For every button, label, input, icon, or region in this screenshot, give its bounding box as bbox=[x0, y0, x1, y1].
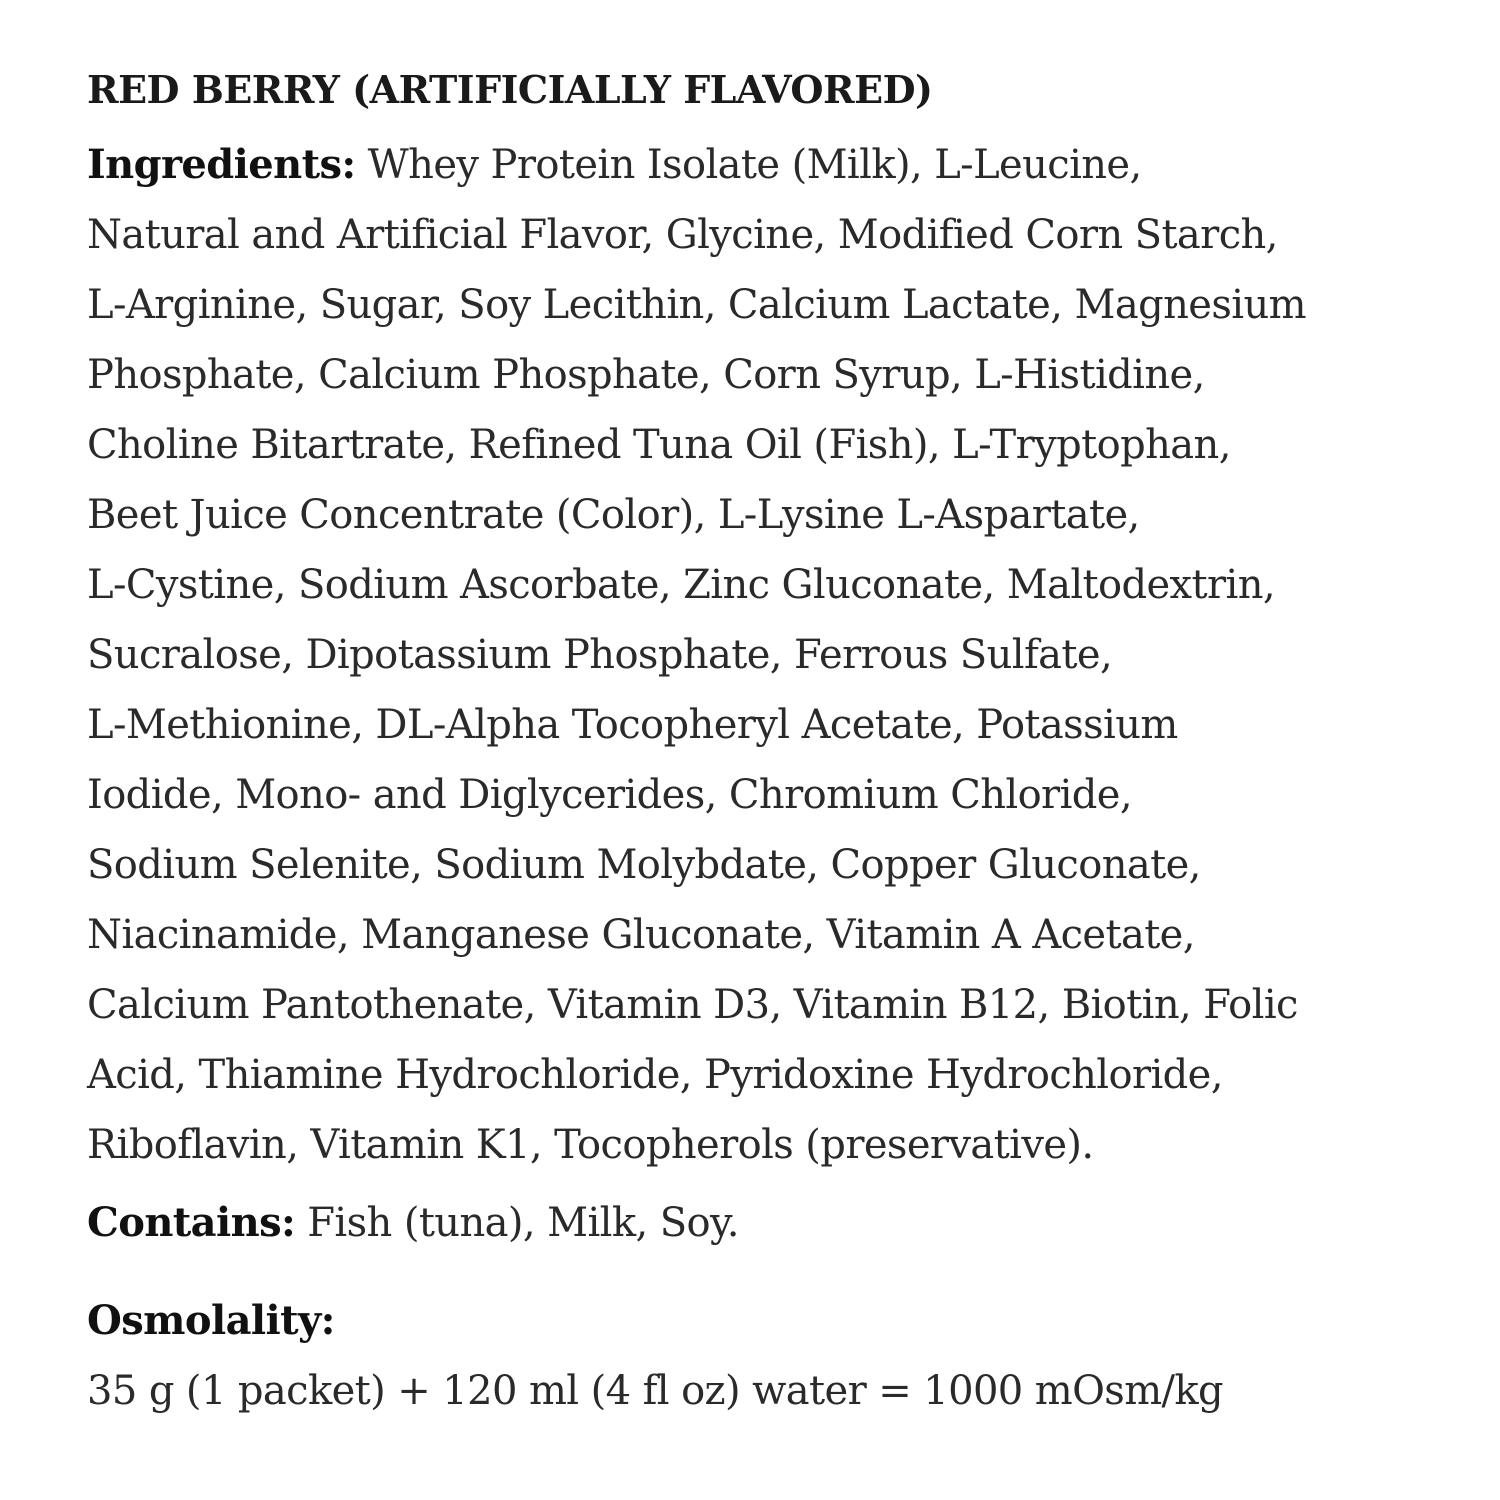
ingredients-line: Acid, Thiamine Hydrochloride, Pyridoxine Hydrochloride, bbox=[87, 1052, 1223, 1098]
ingredients-line: Riboflavin, Vitamin K1, Tocopherols (preservative). bbox=[87, 1122, 1094, 1168]
ingredients-line: Phosphate, Calcium Phosphate, Corn Syrup, L-Histidine, bbox=[87, 352, 1205, 398]
osmolality-value: 35 g (1 packet) + 120 ml (4 fl oz) water = 1000 mOsm/kg bbox=[87, 1368, 1224, 1414]
ingredients-line: Sucralose, Dipotassium Phosphate, Ferrous Sulfate, bbox=[87, 632, 1113, 678]
ingredients-block bbox=[87, 130, 1427, 1180]
ingredients-line: L-Methionine, DL-Alpha Tocopheryl Acetate, Potassium bbox=[87, 702, 1178, 748]
ingredients-line: Niacinamide, Manganese Gluconate, Vitamin A Acetate, bbox=[87, 912, 1195, 958]
contains-heading: Contains: bbox=[87, 1199, 296, 1246]
ingredients-line: Natural and Artificial Flavor, Glycine, Modified Corn Starch, bbox=[87, 212, 1278, 258]
ingredients-line: Beet Juice Concentrate (Color), L-Lysine L-Aspartate, bbox=[87, 492, 1140, 538]
osmolality-heading: Osmolality: bbox=[87, 1297, 335, 1344]
contains-text: Fish (tuna), Milk, Soy. bbox=[295, 1200, 739, 1246]
ingredients-line: Calcium Pantothenate, Vitamin D3, Vitamin B12, Biotin, Folic bbox=[87, 982, 1298, 1028]
ingredients-line bbox=[87, 130, 1427, 200]
ingredient-label bbox=[87, 60, 1427, 1426]
ingredients-text: Whey Protein Isolate (Milk), L-Leucine, bbox=[355, 142, 1142, 188]
ingredients-line: L-Cystine, Sodium Ascorbate, Zinc Gluconate, Maltodextrin, bbox=[87, 562, 1275, 608]
ingredients-line: Sodium Selenite, Sodium Molybdate, Copper Gluconate, bbox=[87, 842, 1201, 888]
ingredients-line: L-Arginine, Sugar, Soy Lecithin, Calcium Lactate, Magnesium bbox=[87, 282, 1306, 328]
contains-block bbox=[87, 1188, 1427, 1258]
flavor-title: RED BERRY (ARTIFICIALLY FLAVORED) bbox=[87, 67, 933, 112]
ingredients-heading: Ingredients: bbox=[87, 141, 356, 188]
ingredients-line: Choline Bitartrate, Refined Tuna Oil (Fish), L-Tryptophan, bbox=[87, 422, 1231, 468]
ingredients-line: Iodide, Mono- and Diglycerides, Chromium Chloride, bbox=[87, 772, 1132, 818]
